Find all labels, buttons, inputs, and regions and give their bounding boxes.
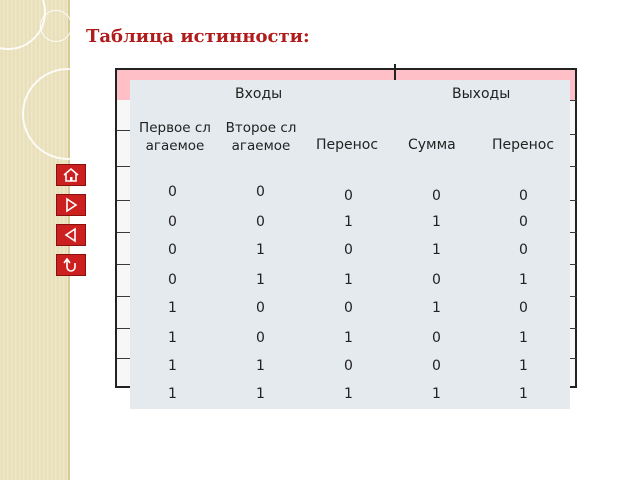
- col-header-first-addend: Первое слагаемое: [139, 120, 211, 154]
- table-cell: 1: [256, 272, 265, 288]
- table-cell: 0: [168, 242, 177, 258]
- group-divider: [394, 64, 396, 80]
- table-cell: 0: [256, 214, 265, 230]
- decor-circle: [40, 10, 72, 42]
- row-divider: [570, 264, 577, 265]
- table-cell: 1: [432, 300, 441, 316]
- table-cell: 1: [168, 358, 177, 374]
- table-cell: 1: [519, 358, 528, 374]
- table-cell: 1: [519, 272, 528, 288]
- col-header-carry-out: Перенос: [492, 137, 555, 153]
- table-cell: 0: [168, 272, 177, 288]
- home-button[interactable]: [56, 164, 86, 186]
- row-divider: [570, 166, 577, 167]
- table-cell: 0: [344, 300, 353, 316]
- decor-circle: [22, 68, 114, 160]
- home-icon: [62, 167, 80, 183]
- col-header-sum: Сумма: [408, 137, 456, 153]
- play-right-icon: [62, 197, 80, 213]
- table-cell: 1: [256, 358, 265, 374]
- table-cell: 1: [432, 214, 441, 230]
- row-divider: [117, 296, 130, 297]
- table-cell: 0: [432, 188, 441, 204]
- table-cell: 1: [432, 242, 441, 258]
- next-slide-button[interactable]: [56, 194, 86, 216]
- row-divider: [117, 328, 130, 329]
- table-cell: 1: [344, 386, 353, 402]
- table-cell: 1: [519, 386, 528, 402]
- table-cell: 0: [432, 272, 441, 288]
- table-cell: 0: [519, 188, 528, 204]
- row-divider: [117, 232, 130, 233]
- previous-slide-button[interactable]: [56, 224, 86, 246]
- row-divider: [570, 328, 577, 329]
- table-cell: 0: [168, 214, 177, 230]
- col-header-second-addend: Второе слагаемое: [225, 120, 297, 154]
- table-cell: 1: [344, 330, 353, 346]
- row-divider: [570, 200, 577, 201]
- play-left-icon: [62, 227, 80, 243]
- table-cell: 0: [256, 300, 265, 316]
- table-cell: 0: [519, 300, 528, 316]
- row-divider: [117, 166, 130, 167]
- table-cell: 1: [432, 386, 441, 402]
- table-cell: 0: [256, 330, 265, 346]
- table-cell: 1: [168, 386, 177, 402]
- row-divider: [117, 130, 130, 131]
- table-cell: 0: [344, 188, 353, 204]
- table-cell: 1: [519, 330, 528, 346]
- return-button[interactable]: [56, 254, 86, 276]
- table-cell: 1: [168, 330, 177, 346]
- row-divider: [570, 134, 577, 135]
- table-cell: 1: [256, 386, 265, 402]
- table-cell: 0: [344, 358, 353, 374]
- row-divider: [117, 200, 130, 201]
- table-cell: 0: [344, 242, 353, 258]
- row-divider: [117, 264, 130, 265]
- table-cell: 1: [344, 272, 353, 288]
- inputs-group-header: Входы: [235, 86, 283, 102]
- row-divider: [117, 358, 130, 359]
- row-divider: [570, 232, 577, 233]
- table-cell: 0: [168, 184, 177, 200]
- table-cell: 0: [256, 184, 265, 200]
- table-cell: 0: [519, 214, 528, 230]
- row-divider: [570, 358, 577, 359]
- table-cell: 0: [519, 242, 528, 258]
- table-cell: 1: [168, 300, 177, 316]
- table-cell: 1: [256, 242, 265, 258]
- table-cell: 0: [432, 358, 441, 374]
- table-cell: 0: [432, 330, 441, 346]
- outputs-group-header: Выходы: [452, 86, 511, 102]
- table-cell: 1: [344, 214, 353, 230]
- row-divider: [570, 296, 577, 297]
- row-divider: [570, 100, 577, 101]
- page-title: Таблица истинности:: [86, 26, 310, 47]
- col-header-carry-in: Перенос: [316, 137, 379, 153]
- return-icon: [62, 257, 80, 273]
